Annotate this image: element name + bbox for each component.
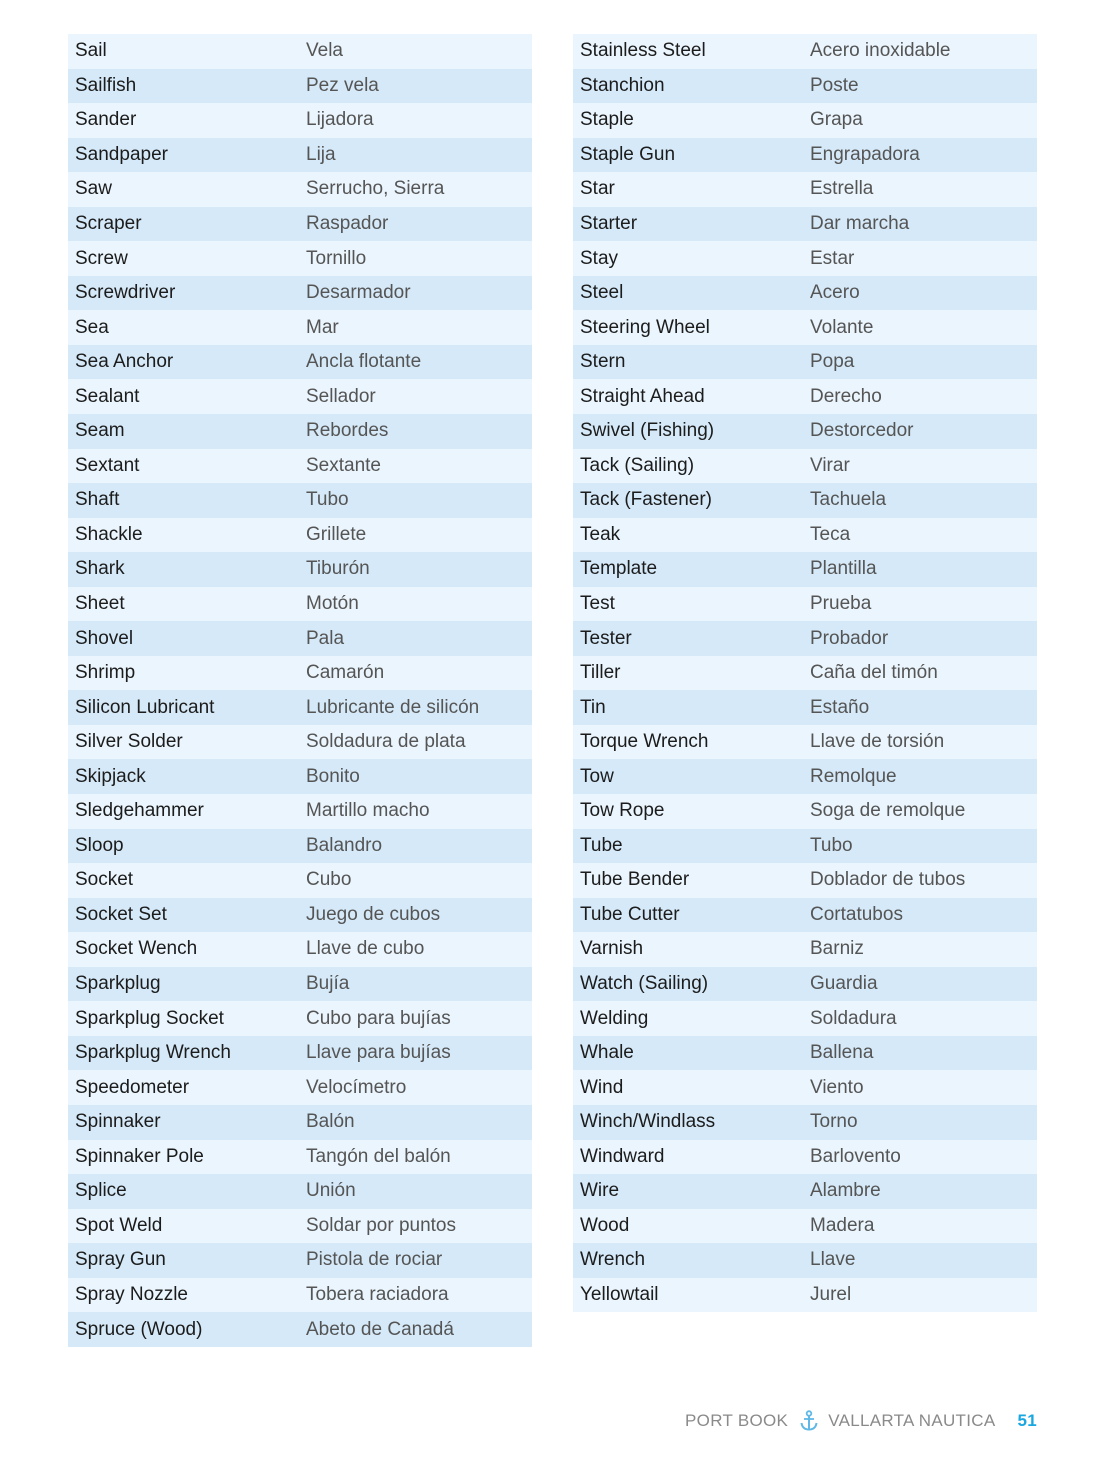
- english-term: Socket: [75, 869, 134, 891]
- spanish-translation: Tornillo: [306, 247, 367, 269]
- glossary-row: [68, 1070, 532, 1105]
- glossary-row: [68, 138, 532, 173]
- glossary-row: [68, 829, 532, 864]
- glossary-row: [573, 656, 1037, 691]
- english-term: Swivel (Fishing): [580, 420, 715, 442]
- glossary-row: [68, 1105, 532, 1140]
- glossary-row: [573, 1105, 1037, 1140]
- spanish-translation: Estaño: [810, 696, 870, 718]
- english-term: Sailfish: [75, 74, 137, 96]
- spanish-translation: Ballena: [810, 1042, 874, 1064]
- english-term: Wrench: [580, 1249, 646, 1271]
- glossary-row: [573, 690, 1037, 725]
- spanish-translation: Tubo: [810, 834, 853, 856]
- spanish-translation: Grapa: [810, 109, 863, 131]
- glossary-row: [573, 172, 1037, 207]
- english-term: Sextant: [75, 454, 140, 476]
- glossary-row: [573, 379, 1037, 414]
- spanish-translation: Sextante: [306, 454, 381, 476]
- glossary-row: [573, 898, 1037, 933]
- glossary-row: [573, 621, 1037, 656]
- spanish-translation: Estrella: [810, 178, 874, 200]
- spanish-translation: Soga de remolque: [810, 800, 966, 822]
- glossary-row: [573, 310, 1037, 345]
- spanish-translation: Engrapadora: [810, 143, 920, 165]
- english-term: Sealant: [75, 385, 140, 407]
- english-term: Steering Wheel: [580, 316, 710, 338]
- english-term: Tube: [580, 834, 623, 856]
- english-term: Screwdriver: [75, 282, 176, 304]
- spanish-translation: Bujía: [306, 973, 350, 995]
- english-term: Stern: [580, 351, 626, 373]
- english-term: Spray Gun: [75, 1249, 166, 1271]
- glossary-row: [68, 414, 532, 449]
- glossary-row: [68, 794, 532, 829]
- anchor-icon: [799, 1410, 819, 1432]
- spanish-translation: Llave de torsión: [810, 731, 945, 753]
- english-term: Yellowtail: [580, 1283, 659, 1305]
- english-term: Torque Wrench: [580, 731, 709, 753]
- spanish-translation: Sellador: [306, 385, 376, 407]
- spanish-translation: Soldadura: [810, 1007, 897, 1029]
- english-term: Tube Cutter: [580, 903, 680, 925]
- english-term: Whale: [580, 1042, 634, 1064]
- english-term: Welding: [580, 1007, 649, 1029]
- english-term: Socket Set: [75, 903, 167, 925]
- english-term: Tow Rope: [580, 800, 665, 822]
- spanish-translation: Acero: [810, 282, 860, 304]
- spanish-translation: Lija: [306, 143, 336, 165]
- english-term: Sander: [75, 109, 137, 131]
- glossary-row: [573, 794, 1037, 829]
- spanish-translation: Probador: [810, 627, 889, 649]
- glossary-row: [68, 103, 532, 138]
- glossary-row: [573, 1036, 1037, 1071]
- glossary-row: [573, 449, 1037, 484]
- english-term: Wind: [580, 1076, 624, 1098]
- spanish-translation: Acero inoxidable: [810, 40, 951, 62]
- glossary-row: [573, 345, 1037, 380]
- spanish-translation: Tachuela: [810, 489, 887, 511]
- spanish-translation: Lubricante de silicón: [306, 696, 480, 718]
- glossary-row: [573, 1278, 1037, 1313]
- glossary-row: [68, 552, 532, 587]
- glossary-row: [573, 241, 1037, 276]
- english-term: Wood: [580, 1214, 630, 1236]
- spanish-translation: Cubo: [306, 869, 352, 891]
- english-term: Stainless Steel: [580, 40, 706, 62]
- english-term: Shrimp: [75, 662, 136, 684]
- glossary-column-right: [573, 34, 1037, 1312]
- glossary-row: [68, 1243, 532, 1278]
- glossary-row: [573, 483, 1037, 518]
- glossary-row: [68, 932, 532, 967]
- english-term: Sparkplug Wrench: [75, 1042, 231, 1064]
- english-term: Wire: [580, 1180, 620, 1202]
- glossary-row: [68, 379, 532, 414]
- spanish-translation: Pala: [306, 627, 345, 649]
- spanish-translation: Balón: [306, 1111, 355, 1133]
- glossary-row: [573, 863, 1037, 898]
- spanish-translation: Martillo macho: [306, 800, 430, 822]
- spanish-translation: Ancla flotante: [306, 351, 422, 373]
- spanish-translation: Torno: [810, 1111, 858, 1133]
- english-term: Steel: [580, 282, 624, 304]
- english-term: Shaft: [75, 489, 120, 511]
- glossary-row: [68, 1312, 532, 1347]
- english-term: Saw: [75, 178, 112, 200]
- glossary-row: [573, 1140, 1037, 1175]
- spanish-translation: Soldadura de plata: [306, 731, 466, 753]
- english-term: Splice: [75, 1180, 127, 1202]
- spanish-translation: Alambre: [810, 1180, 881, 1202]
- glossary-row: [573, 1001, 1037, 1036]
- spanish-translation: Doblador de tubos: [810, 869, 966, 891]
- glossary-row: [68, 207, 532, 242]
- english-term: Tester: [580, 627, 632, 649]
- glossary-row: [68, 759, 532, 794]
- glossary-row: [573, 1243, 1037, 1278]
- english-term: Watch (Sailing): [580, 973, 709, 995]
- spanish-translation: Velocímetro: [306, 1076, 407, 1098]
- spanish-translation: Virar: [810, 454, 850, 476]
- glossary-row: [68, 656, 532, 691]
- page-number: 51: [1017, 1411, 1037, 1430]
- english-term: Sledgehammer: [75, 800, 204, 822]
- spanish-translation: Camarón: [306, 662, 385, 684]
- spanish-translation: Teca: [810, 523, 851, 545]
- footer-publication: PORT BOOK: [685, 1411, 789, 1430]
- spanish-translation: Llave: [810, 1249, 856, 1271]
- glossary-row: [68, 518, 532, 553]
- glossary-column-left: [68, 34, 532, 1347]
- glossary-row: [68, 172, 532, 207]
- english-term: Staple Gun: [580, 143, 676, 165]
- spanish-translation: Caña del timón: [810, 662, 938, 684]
- spanish-translation: Barlovento: [810, 1145, 901, 1167]
- glossary-row: [68, 621, 532, 656]
- english-term: Skipjack: [75, 765, 146, 787]
- glossary-row: [68, 276, 532, 311]
- spanish-translation: Popa: [810, 351, 855, 373]
- footer-brand: VALLARTA NAUTICA: [828, 1411, 996, 1430]
- spanish-translation: Rebordes: [306, 420, 389, 442]
- english-term: Spinnaker Pole: [75, 1145, 204, 1167]
- english-term: Shackle: [75, 523, 143, 545]
- page-footer: [685, 1410, 1037, 1432]
- english-term: Tack (Fastener): [580, 489, 712, 511]
- glossary-row: [68, 587, 532, 622]
- glossary-row: [573, 518, 1037, 553]
- glossary-row: [573, 552, 1037, 587]
- spanish-translation: Jurel: [810, 1283, 852, 1305]
- spanish-translation: Mar: [306, 316, 339, 338]
- english-term: Shark: [75, 558, 125, 580]
- english-term: Starter: [580, 213, 638, 234]
- glossary-row: [68, 34, 532, 69]
- spanish-translation: Lijadora: [306, 109, 374, 131]
- english-term: Straight Ahead: [580, 385, 705, 407]
- english-term: Sea Anchor: [75, 351, 174, 373]
- spanish-translation: Tangón del balón: [306, 1145, 451, 1167]
- english-term: Silicon Lubricant: [75, 696, 215, 718]
- spanish-translation: Llave para bujías: [306, 1042, 451, 1064]
- spanish-translation: Pistola de rociar: [306, 1249, 443, 1271]
- spanish-translation: Remolque: [810, 765, 897, 787]
- english-term: Socket Wench: [75, 938, 198, 960]
- glossary-row: [573, 1174, 1037, 1209]
- glossary-row: [68, 863, 532, 898]
- spanish-translation: Volante: [810, 316, 874, 338]
- spanish-translation: Prueba: [810, 593, 872, 615]
- glossary-row: [68, 967, 532, 1002]
- glossary-row: [573, 759, 1037, 794]
- glossary-row: [68, 483, 532, 518]
- glossary-row: [68, 725, 532, 760]
- spanish-translation: Guardia: [810, 973, 878, 995]
- spanish-translation: Tubo: [306, 489, 349, 511]
- spanish-translation: Cortatubos: [810, 903, 903, 925]
- glossary-row: [573, 1070, 1037, 1105]
- glossary-row: [573, 138, 1037, 173]
- spanish-translation: Unión: [306, 1180, 356, 1202]
- spanish-translation: Madera: [810, 1214, 875, 1236]
- glossary-row: [573, 587, 1037, 622]
- spanish-translation: Derecho: [810, 385, 882, 407]
- spanish-translation: Llave de cubo: [306, 938, 425, 960]
- english-term: Sea: [75, 316, 109, 338]
- glossary-row: [573, 207, 1037, 242]
- english-term: Sheet: [75, 593, 125, 615]
- spanish-translation: Tiburón: [306, 558, 370, 580]
- english-term: Stanchion: [580, 74, 665, 96]
- english-term: Tube Bender: [580, 869, 690, 891]
- english-term: Spot Weld: [75, 1214, 163, 1236]
- glossary-row: [68, 1140, 532, 1175]
- spanish-translation: Juego de cubos: [306, 903, 441, 925]
- spanish-translation: Dar marcha: [810, 213, 910, 234]
- english-term: Sloop: [75, 834, 124, 856]
- glossary-row: [68, 69, 532, 104]
- spanish-translation: Bonito: [306, 765, 360, 787]
- spanish-translation: Poste: [810, 74, 859, 96]
- spanish-translation: Viento: [810, 1076, 864, 1098]
- english-term: Tin: [580, 696, 606, 718]
- english-term: Spruce (Wood): [75, 1318, 203, 1340]
- spanish-translation: Serrucho, Sierra: [306, 178, 445, 200]
- english-term: Sparkplug Socket: [75, 1007, 224, 1029]
- glossary-row: [573, 829, 1037, 864]
- english-term: Teak: [580, 523, 621, 545]
- english-term: Silver Solder: [75, 731, 183, 753]
- spanish-translation: Estar: [810, 247, 855, 269]
- english-term: Staple: [580, 109, 634, 131]
- glossary-row: [68, 449, 532, 484]
- english-term: Winch/Windlass: [580, 1111, 716, 1133]
- glossary-row: [573, 414, 1037, 449]
- spanish-translation: Tobera raciadora: [306, 1283, 449, 1305]
- glossary-row: [68, 1174, 532, 1209]
- glossary-row: [573, 103, 1037, 138]
- spanish-translation: Pez vela: [306, 74, 379, 96]
- english-term: Test: [580, 593, 615, 615]
- glossary-row: [573, 34, 1037, 69]
- glossary-row: [68, 345, 532, 380]
- english-term: Screw: [75, 247, 128, 269]
- glossary-row: [68, 310, 532, 345]
- english-term: Seam: [75, 420, 125, 442]
- english-term: Tiller: [580, 662, 621, 684]
- glossary-row: [68, 1209, 532, 1244]
- english-term: Tack (Sailing): [580, 454, 695, 476]
- glossary-row: [68, 898, 532, 933]
- spanish-translation: Soldar por puntos: [306, 1214, 456, 1236]
- spanish-translation: Grillete: [306, 523, 367, 545]
- english-term: Stay: [580, 247, 619, 269]
- spanish-translation: Balandro: [306, 834, 383, 856]
- spanish-translation: Plantilla: [810, 558, 877, 580]
- english-term: Template: [580, 558, 658, 580]
- spanish-translation: Abeto de Canadá: [306, 1318, 454, 1340]
- glossary-row: [573, 932, 1037, 967]
- spanish-translation: Destorcedor: [810, 420, 914, 442]
- english-term: Spinnaker: [75, 1111, 161, 1133]
- english-term: Spray Nozzle: [75, 1283, 188, 1305]
- glossary-row: [68, 1278, 532, 1313]
- glossary-row: [68, 1001, 532, 1036]
- spanish-translation: Vela: [306, 40, 343, 62]
- english-term: Tow: [580, 765, 614, 787]
- glossary-row: [573, 69, 1037, 104]
- english-term: Varnish: [580, 938, 644, 960]
- glossary-row: [573, 1209, 1037, 1244]
- english-term: Shovel: [75, 627, 134, 649]
- english-term: Star: [580, 178, 615, 200]
- glossary-row: [68, 690, 532, 725]
- spanish-translation: Motón: [306, 593, 359, 615]
- spanish-translation: Cubo para bujías: [306, 1007, 451, 1029]
- english-term: Speedometer: [75, 1076, 190, 1098]
- english-term: Sandpaper: [75, 143, 168, 165]
- spanish-translation: Barniz: [810, 938, 864, 960]
- english-term: Sparkplug: [75, 973, 161, 995]
- glossary-row: [68, 1036, 532, 1071]
- spanish-translation: Raspador: [306, 213, 389, 234]
- english-term: Sail: [75, 40, 107, 62]
- glossary-row: [573, 276, 1037, 311]
- glossary-row: [573, 967, 1037, 1002]
- spanish-translation: Desarmador: [306, 282, 411, 304]
- english-term: Scraper: [75, 213, 142, 234]
- glossary-row: [68, 241, 532, 276]
- english-term: Windward: [580, 1145, 665, 1167]
- glossary-row: [573, 725, 1037, 760]
